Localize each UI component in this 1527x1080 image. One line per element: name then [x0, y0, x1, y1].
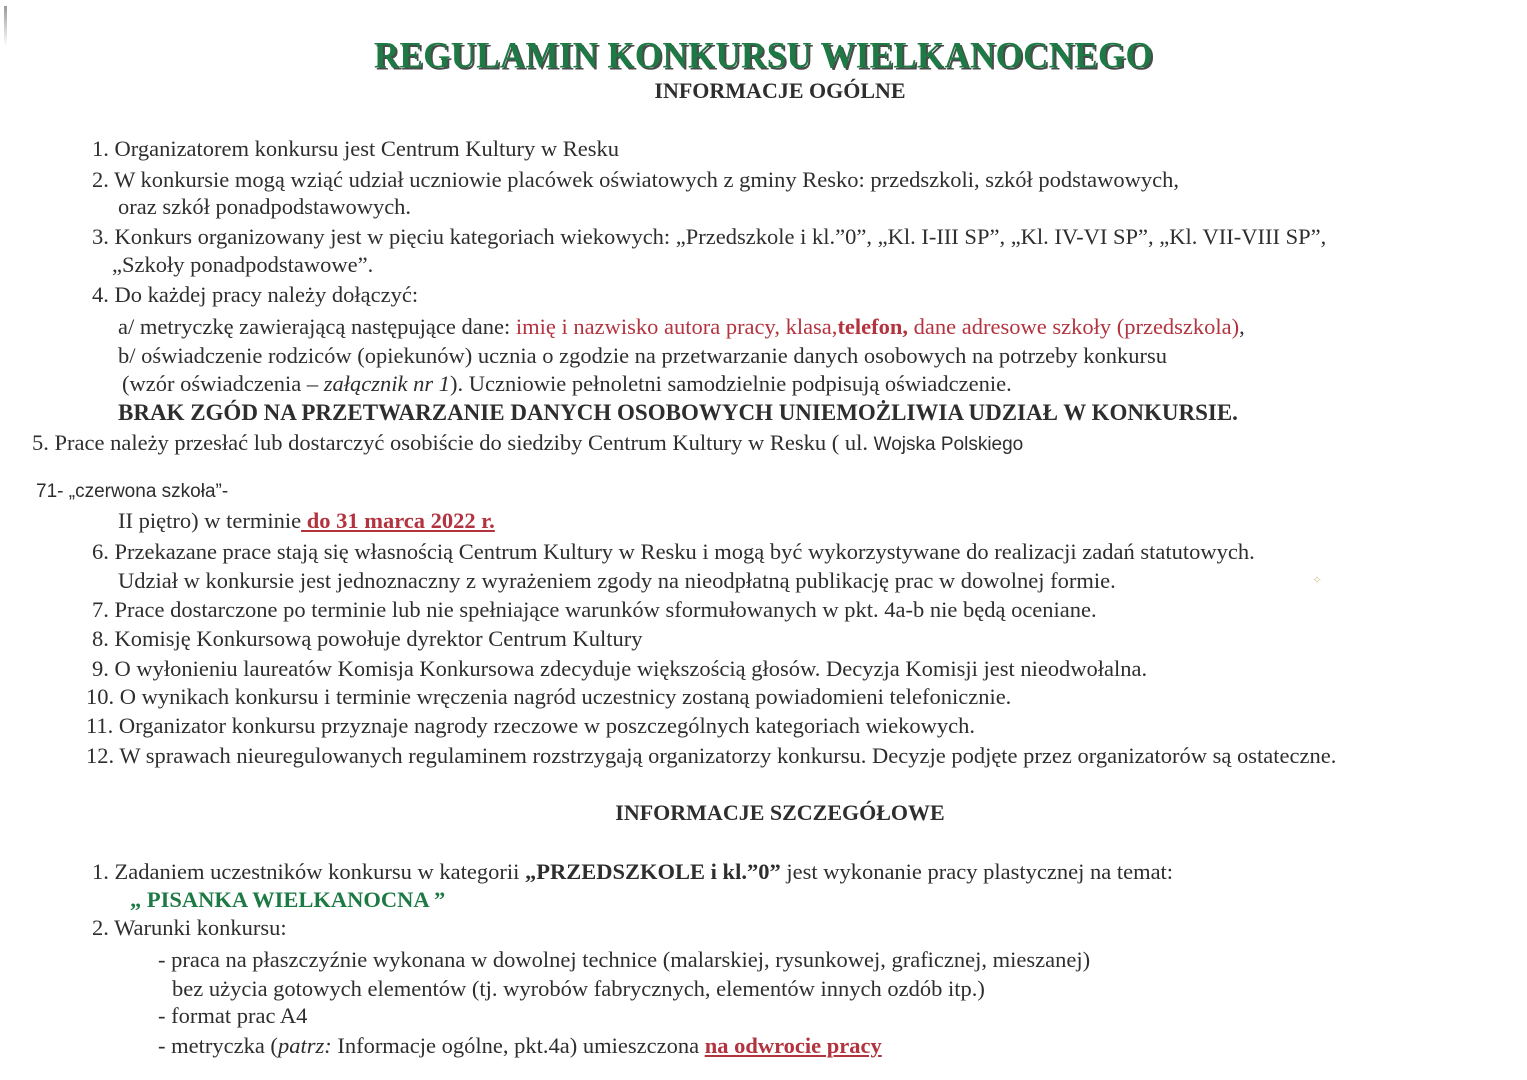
contest-theme: „ PISANKA WIELKANOCNA ” — [130, 887, 446, 912]
item-4a-prefix: a/ metryczkę zawierającą następujące dane: — [118, 314, 516, 339]
detail-1-suffix: jest wykonanie pracy plastycznej na temat: — [780, 859, 1174, 884]
detail-info-heading: INFORMACJE SZCZEGÓŁOWE — [615, 800, 945, 825]
general-item-11: 11. Organizator konkursu przyznaje nagrody rzeczowe w poszczególnych kategoriach wiekowych. — [86, 713, 976, 738]
general-item-12: 12. W sprawach nieuregulowanych regulaminem rozstrzygają organizatorzy konkursu. Decyzje podjęte przez organizatorów są ostateczne. — [86, 743, 1337, 768]
general-item-10: 10. O wynikach konkursu i terminie wręczenia nagród uczestnicy zostaną powiadomieni telefonicznie. — [86, 684, 1012, 709]
general-item-5-address: 71- „czerwona szkoła”- — [36, 481, 229, 502]
detail-1-prefix: 1. Zadaniem uczestników konkursu w kategorii — [92, 859, 526, 884]
general-item-4b: b/ oświadczenie rodziców (opiekunów) ucznia o zgodzie na przetwarzanie danych osobowych na potrzeby konkursu — [118, 343, 1167, 368]
item-4b-prefix: (wzór oświadczenia – — [122, 371, 324, 396]
condition-label — [158, 1032, 882, 1060]
detail-1-category: „PRZEDSZKOLE i kl.”0” — [525, 859, 781, 884]
detail-item-2: 2. Warunki konkursu: — [92, 915, 287, 940]
general-item-4b-cont — [122, 370, 1012, 398]
general-item-4a — [118, 313, 1245, 341]
item-4b-suffix: ). Uczniowie pełnoletni samodzielnie podpisują oświadczenie. — [450, 371, 1012, 396]
item-5-street: Wojska Polskiego — [873, 434, 1024, 455]
general-item-8: 8. Komisję Konkursową powołuje dyrektor Centrum Kultury — [92, 626, 643, 651]
item-4a-required-fields: imię i nazwisko autora pracy, klasa, — [515, 314, 838, 339]
general-item-1: 1. Organizatorem konkursu jest Centrum Kultury w Resku — [92, 136, 620, 161]
general-item-2: 2. W konkursie mogą wziąć udział uczniowie placówek oświatowych z gminy Resko: przedszkoli, szkół podstawowych, — [92, 167, 1180, 192]
condition-label-placement: na odwrocie pracy — [704, 1033, 882, 1058]
consent-warning: BRAK ZGÓD NA PRZETWARZANIE DANYCH OSOBOWYCH UNIEMOŻLIWIA UDZIAŁ W KONKURSIE. — [118, 400, 1238, 425]
general-item-5-deadline-line — [118, 507, 495, 535]
general-info-heading: INFORMACJE OGÓLNE — [654, 78, 906, 103]
general-item-2-cont: oraz szkół ponadpodstawowych. — [118, 194, 412, 219]
general-item-6: 6. Przekazane prace stają się własnością Centrum Kultury w Resku i mogą być wykorzystywane do realizacji zadań statutowych. — [92, 539, 1255, 564]
general-item-4: 4. Do każdej pracy należy dołączyć: — [92, 282, 419, 307]
item-4b-attachment: załącznik nr 1 — [323, 371, 451, 396]
condition-label-mid: Informacje ogólne, pkt.4a) umieszczona — [331, 1033, 705, 1058]
general-item-6-cont: Udział w konkursie jest jednoznaczny z wyrażeniem zgody na nieodpłatną publikację prac w dowolnej formie. — [118, 568, 1116, 593]
general-item-7: 7. Prace dostarczone po terminie lub nie spełniające warunków sformułowanych w pkt. 4a-b nie będą oceniane. — [92, 597, 1097, 622]
scan-speck-artifact: ✧ — [1312, 573, 1323, 587]
detail-item-1 — [92, 858, 1173, 886]
condition-format: - format prac A4 — [158, 1003, 308, 1028]
item-5-text: 5. Prace należy przesłać lub dostarczyć osobiście do siedziby Centrum Kultury w Resku ( ul. — [32, 430, 874, 455]
condition-label-prefix: - metryczka ( — [158, 1033, 278, 1058]
item-4a-phone: telefon, — [837, 314, 909, 339]
condition-technique: - praca na płaszczyźnie wykonana w dowolnej technice (malarskiej, rysunkowej, graficznej, mieszanej) — [158, 947, 1091, 972]
item-5-deadline-prefix: II piętro) w terminie — [118, 508, 302, 533]
general-item-3-cont: „Szkoły ponadpodstawowe”. — [112, 252, 374, 277]
general-item-3: 3. Konkurs organizowany jest w pięciu kategoriach wiekowych: „Przedszkole i kl.”0”, „Kl. I-III SP”, „Kl. IV-VI SP”, „Kl. VII-VIII SP”, — [92, 224, 1327, 249]
document-title: REGULAMIN KONKURSU WIELKANOCNEGO — [373, 35, 1154, 76]
item-4a-school-address: dane adresowe szkoły (przedszkola) — [908, 314, 1240, 339]
general-item-5 — [32, 429, 1023, 459]
item-4a-suffix: , — [1239, 314, 1245, 339]
general-item-9: 9. O wyłonieniu laureatów Komisja Konkursowa zdecyduje większością głosów. Decyzja Komisji jest nieodwołalna. — [92, 656, 1148, 681]
condition-label-see: patrz: — [277, 1033, 332, 1058]
deadline-date: do 31 marca 2022 r. — [301, 508, 495, 533]
condition-technique-cont: bez użycia gotowych elementów (tj. wyrobów fabrycznych, elementów innych ozdób itp.) — [172, 976, 985, 1001]
